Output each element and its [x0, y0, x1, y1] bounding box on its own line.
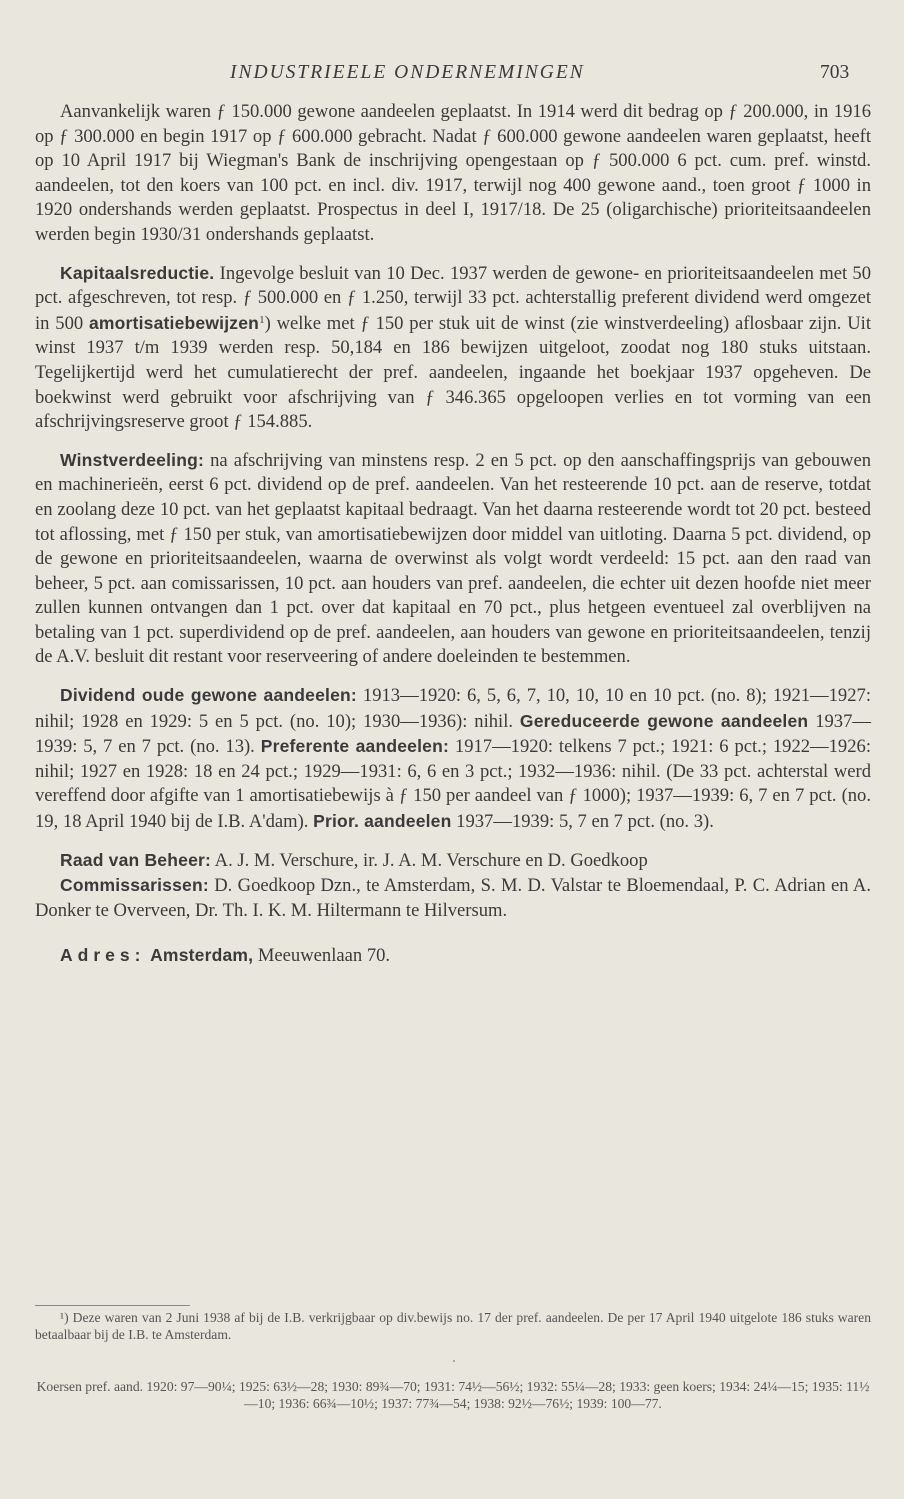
paragraph-dividend [35, 683, 871, 835]
heading-winstverdeeling: Winstverdeeling: [60, 449, 205, 470]
raad-text: A. J. M. Verschure, ir. J. A. M. Verschure en D. Goedkoop [211, 849, 648, 871]
heading-dividend-oude: Dividend oude gewone aandeelen: [60, 685, 357, 706]
dividend-text-2: 1937—1939: 5, 7 en 7 pct. (no. 13). [35, 710, 871, 758]
koersen-line: Koersen pref. aand. 1920: 97—90¼; 1925: 63½—28; 1930: 89¾—70; 1931: 74½—56½; 1932: 55¼—28; 1933: geen koers; 1934: 24¼—15; 1935: 11½—10; 1936: 66¾—10½; 1937: 77¾—54; 1938: 92½—76½; 1939: 100—77. [36, 1379, 870, 1411]
kapitaal-text-a: Ingevolge besluit van 10 Dec. 1937 werden de gewone- en prioriteitsaandeelen met 50 pct. afgeschreven, tot resp. ƒ 500.000 en ƒ 1.250, terwijl 33 pct. achterstallig preferent dividend werd omgezet in 500 [35, 262, 871, 334]
page-header [0, 62, 904, 88]
heading-raad-van-beheer: Raad van Beheer: [60, 849, 212, 870]
term-amortisatiebewijzen: amortisatiebewijzen [88, 312, 260, 333]
adres-label: Adres: [60, 945, 146, 966]
paragraph-winstverdeeling [35, 448, 871, 670]
heading-preferente: Preferente aandeelen: [260, 736, 450, 757]
adres-city: Amsterdam, [150, 945, 254, 966]
adres-street: Meeuwenlaan 70. [253, 945, 391, 967]
footnote-ref: 1 [259, 313, 265, 326]
decorative-dot [453, 1360, 455, 1362]
paragraph-commissarissen [35, 873, 871, 923]
winst-text: na afschrijving van minstens resp. 2 en 5 pct. op den aanschaffingsprijs van gebouwen en machinerieën, eerst 6 pct. dividend op de pref. aandeelen. Van het resteerende 10 pct. aan de reserve, totdat en zoolang deze 10 pct. van het geplaatst kapitaal bedraagt. Van het daarna resteerende wordt tot 20 pct. besteed tot aflossing, met ƒ 150 per stuk, van amortisatiebewijzen door middel van uitloting. Daarna 5 pct. dividend, op de gewone en prioriteitsaandeelen, waarna de overwinst als volgt wordt verdeeld: 15 pct. aan den raad van beheer, 5 pct. aan comissarissen, 10 pct. aan houders van pref. aandeelen, die echter uit dezen hoofde niet meer zullen kunnen ontvangen dan 1 pct. over dat kapitaal en 70 pct., plus hetgeen eventueel zal overblijven na betaling van 1 pct. superdividend op de pref. aandeelen, aan houders van gewone en prioriteitsaandeelen, tenzij de A.V. besluit dit restant voor reserveering of andere doeleinden te bestemmen. [35, 449, 871, 668]
dividend-text-3: 1917—1920: telkens 7 pct.; 1921: 6 pct.; 1922—1926: nihil; 1927 en 1928: 18 en 24 pct.; 1929—1931: 6, 6 en 3 pct.; 1932—1936: nihil. (De 33 pct. achterstal werd vereffend door afgifte van 1 amortisatiebewijs à ƒ 150 per aandeel van ƒ 1000); 1937—1939: 6, 7 en 7 pct. (no. 19, 18 April 1940 bij de I.B. A'dam). [35, 736, 871, 833]
heading-gereduceerde: Gereduceerde gewone aandeelen [519, 710, 809, 731]
paragraph-kapitaalsreductie [35, 261, 871, 435]
running-title: INDUSTRIEELE ONDERNEMINGEN [230, 62, 585, 83]
footnote-divider [35, 1305, 190, 1306]
footnote [35, 1309, 871, 1343]
body-text [35, 100, 871, 982]
kapitaal-text-b: ) welke met ƒ 150 per stuk uit de winst (zie winstverdeeling) aflosbaar zijn. Uit winst 1937 t/m 1939 werden resp. 50,184 en 186 bewijzen uitgeloot, zoodat nog 180 stuks uitstaan. Tegelijkertijd werd het cumulatierecht der pref. aandeelen, ingaande het boekjaar 1937 opgeheven. De boekwinst werd gebruikt voor afschrijving van ƒ 346.365 opgeloopen verlies en tot vorming van een afschrijvingsreserve groot ƒ 154.885. [35, 312, 871, 433]
paragraph-history: Aanvankelijk waren ƒ 150.000 gewone aandeelen geplaatst. In 1914 werd dit bedrag op ƒ 200.000, in 1916 op ƒ 300.000 en begin 1917 op ƒ 600.000 gebracht. Nadat ƒ 600.000 gewone aandeelen waren geplaatst, heeft op 10 April 1917 bij Wiegman's Bank de inschrijving opengestaan op ƒ 500.000 6 pct. cum. pref. winstd. aandeelen, tot den koers van 100 pct. en incl. div. 1917, terwijl nog 400 gewone aand., toen groot ƒ 1000 in 1920 ondershands werden geplaatst. Prospectus in deel I, 1917/18. De 25 (oligarchische) prioriteitsaandeelen werden begin 1930/31 ondershands geplaatst. [35, 101, 871, 245]
paragraph-adres [35, 943, 871, 969]
paragraph-raad [35, 848, 871, 874]
dividend-text-1: 1913—1920: 6, 5, 6, 7, 10, 10, 10 en 10 pct. (no. 8); 1921—1927: nihil; 1928 en 1929: 5 en 5 pct. (no. 10); 1930—1936): nihil. [35, 685, 871, 732]
heading-kapitaalsreductie: Kapitaalsreductie. [60, 262, 215, 283]
commissarissen-text: D. Goedkoop Dzn., te Amsterdam, S. M. D. Valstar te Bloemendaal, P. C. Adrian en A. Donker te Overveen, Dr. Th. I. K. M. Hiltermann te Hilversum. [35, 875, 871, 921]
heading-commissarissen: Commissarissen: [60, 875, 209, 896]
footnote-marker: ¹) [60, 1310, 69, 1325]
footnote-text: Deze waren van 2 Juni 1938 af bij de I.B. verkrijgbaar op div.bewijs no. 17 der pref. aandeelen. De per 17 April 1940 uitgelote 186 stuks waren betaalbaar bij de I.B. te Amsterdam. [35, 1310, 871, 1342]
heading-prior: Prior. aandeelen [313, 811, 452, 832]
page-number: 703 [820, 62, 850, 83]
dividend-text-4: 1937—1939: 5, 7 en 7 pct. (no. 3). [451, 811, 714, 833]
